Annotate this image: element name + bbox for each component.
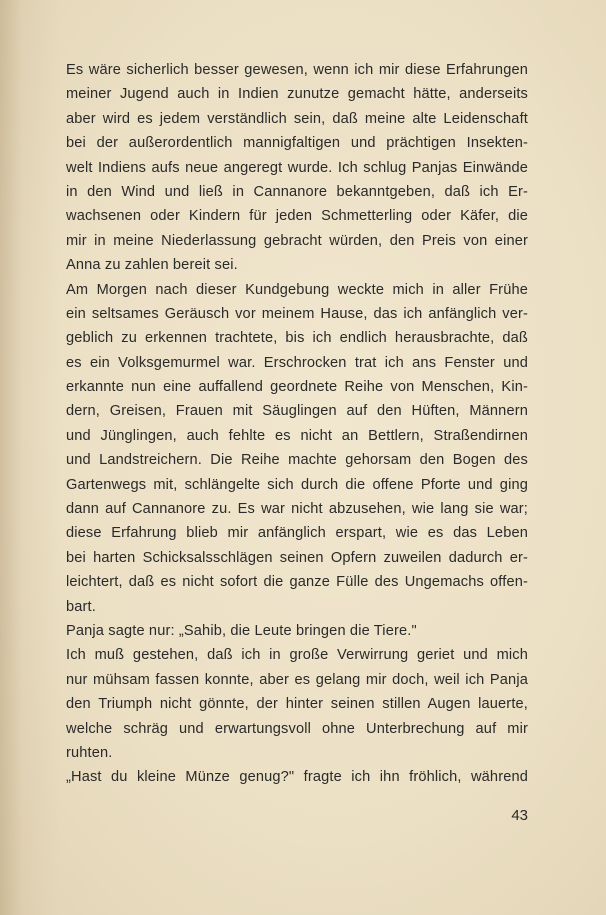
text-line: aber wird es jedem verständlich sein, daß meine alte Leidenschaft	[66, 110, 528, 127]
text-line: in den Wind und ließ in Cannanore bekanntgeben, daß ich Er-	[66, 183, 528, 200]
text-line: nur mühsam fassen konnte, aber es gelang mir doch, weil ich Panja	[66, 671, 528, 688]
text-line: den Triumph nicht gönnte, der hinter seinen stillen Augen lauerte,	[66, 696, 528, 713]
text-line: „Hast du kleine Münze genug?" fragte ich ihn fröhlich, während	[66, 769, 528, 786]
text-line: diese Erfahrung blieb mir anfänglich erspart, wie es das Leben	[66, 525, 528, 542]
text-line: ruhten.	[66, 744, 113, 761]
body-text	[66, 58, 528, 790]
text-line: Panja sagte nur: „Sahib, die Leute bringen die Tiere."	[66, 622, 417, 639]
text-line: dern, Greisen, Frauen mit Säuglingen auf den Hüften, Männern	[66, 403, 528, 420]
text-line: ein seltsames Geräusch vor meinem Hause, das ich anfänglich ver-	[66, 305, 528, 322]
text-line: und Landstreichern. Die Reihe machte gehorsam den Bogen des	[66, 452, 528, 469]
text-line: bei harten Schicksalsschlägen seinen Opfern zuweilen dadurch er-	[66, 549, 528, 566]
text-line: welche schräg und erwartungsvoll ohne Unterbrechung auf mir	[66, 720, 528, 737]
text-line: Am Morgen nach dieser Kundgebung weckte mich in aller Frühe	[66, 281, 528, 298]
page-number: 43	[511, 807, 528, 824]
text-line: leichtert, daß es nicht sofort die ganze Fülle des Ungemachs offen-	[66, 574, 528, 591]
text-line: welt Indiens aufs neue angeregt wurde. Ich schlug Panjas Einwände	[66, 159, 528, 176]
text-line: dann auf Cannanore zu. Es war nicht abzusehen, wie lang sie war;	[66, 501, 528, 518]
text-line: geblich zu erkennen trachtete, bis ich endlich herausbrachte, daß	[66, 330, 528, 347]
text-line: wachsenen oder Kindern für jeden Schmetterling oder Käfer, die	[66, 208, 528, 225]
text-line: bart.	[66, 598, 96, 615]
text-line: Ich muß gestehen, daß ich in große Verwirrung geriet und mich	[66, 647, 528, 664]
text-line: bei der außerordentlich mannigfaltigen und prächtigen Insekten-	[66, 135, 528, 152]
text-line: erkannte nun eine auffallend geordnete Reihe von Menschen, Kin-	[66, 379, 528, 396]
text-line: meiner Jugend auch in Indien zunutze gemacht hätte, anderseits	[66, 86, 528, 103]
text-line: es ein Volksgemurmel war. Erschrocken trat ich ans Fenster und	[66, 354, 528, 371]
text-line: Gartenwegs mit, schlängelte sich durch die offene Pforte und ging	[66, 476, 528, 493]
text-line: mir in meine Niederlassung gebracht würden, den Preis von einer	[66, 232, 528, 249]
text-line: Es wäre sicherlich besser gewesen, wenn ich mir diese Erfahrungen	[66, 62, 528, 78]
text-line: und Jünglingen, auch fehlte es nicht an Bettlern, Straßendirnen	[66, 427, 528, 444]
text-line: Anna zu zahlen bereit sei.	[66, 257, 238, 274]
